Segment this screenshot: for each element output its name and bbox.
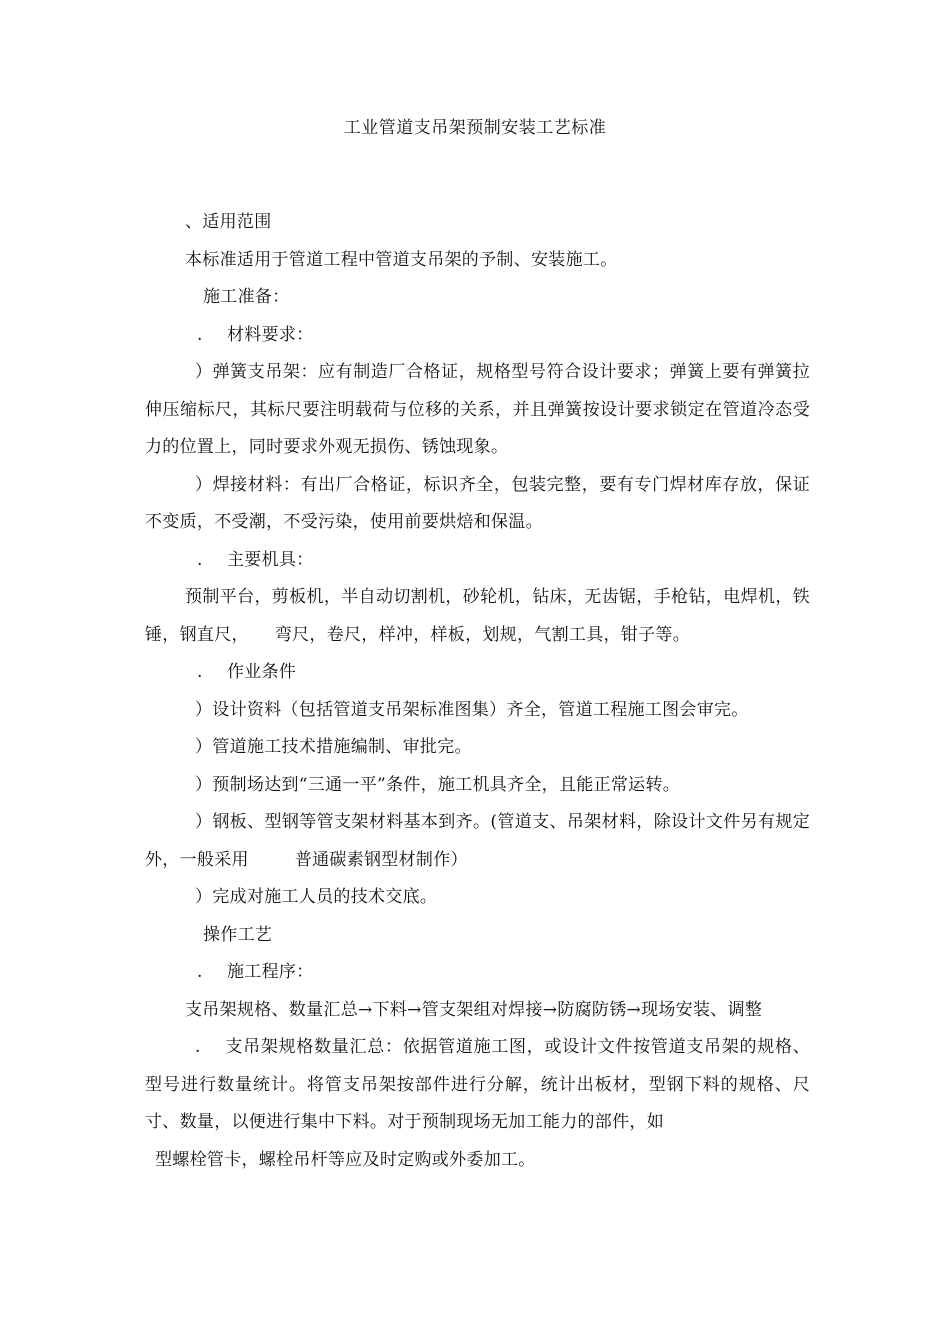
paragraph-design-docs: ）设计资料（包括管道支吊架标准图集）齐全，管道工程施工图会审完。 bbox=[195, 699, 749, 720]
section-heading-text: 作业条件 bbox=[227, 662, 297, 682]
section-marker: . bbox=[197, 324, 203, 345]
paragraph-procedure-heading bbox=[145, 954, 810, 992]
paragraph-material-heading bbox=[145, 317, 810, 355]
section-heading-text: 主要机具： bbox=[227, 549, 314, 570]
paragraph-spring-hanger: ）弹簧支吊架：应有制造厂合格证，规格型号符合设计要求；弹簧上要有弹簧拉伸压缩标尺，其标尺要注明载荷与位移的关系，并且弹簧按设计要求锁定在管道冷态受力的位置上，同时要求外观无损伤、锈蚀现象。 bbox=[145, 362, 810, 457]
paragraph-scope-heading: 、适用范围 bbox=[185, 212, 272, 232]
tools-list-part-a: 预制平台，剪板机，半自动切割机，砂轮机，钻床，无齿锯，手枪钻，电焊机，铁锤，钢直尺， bbox=[145, 587, 810, 645]
section-marker: . bbox=[197, 962, 203, 982]
paragraph-tools-heading bbox=[145, 542, 810, 580]
section-marker: . bbox=[197, 662, 203, 682]
section-heading-text: 材料要求： bbox=[227, 324, 314, 345]
paragraph-operation-heading: 操作工艺 bbox=[203, 924, 273, 945]
materials-part-a: ）钢板、型钢等管支架材料基本到齐。(管道支、吊架材料，除设计文件另有规定外，一般采用 bbox=[145, 812, 810, 870]
section-marker: . bbox=[197, 549, 203, 570]
paragraph-bolt-clamp: 型螺栓管卡，螺栓吊杆等应及时定购或外委加工。 bbox=[155, 1149, 536, 1170]
paragraph-quantity-summary bbox=[145, 1029, 810, 1142]
document-body bbox=[145, 204, 810, 1179]
paragraph-materials-arrived bbox=[145, 804, 810, 879]
document-title: 工业管道支吊架预制安装工艺标准 bbox=[343, 118, 607, 138]
paragraph-conditions-heading bbox=[145, 654, 810, 692]
paragraph-welding-material: ）焊接材料：有出厂合格证，标识齐全，包装完整，要有专门焊材库存放，保证不变质，不受潮，不受污染，使用前要烘焙和保温。 bbox=[145, 474, 810, 532]
tools-list-part-b: 弯尺，卷尺，样冲，样板，划规，气割工具，钳子等。 bbox=[274, 624, 691, 645]
paragraph-technical-briefing: ）完成对施工人员的技术交底。 bbox=[195, 887, 438, 907]
materials-part-b: 普通碳素钢型材制作） bbox=[294, 849, 468, 870]
paragraph-tools-list bbox=[145, 579, 810, 654]
section-heading-text: 施工程序： bbox=[227, 962, 314, 982]
paragraph-scope-text: 本标准适用于管道工程中管道支吊架的予制、安装施工。 bbox=[185, 249, 618, 270]
paragraph-technical-measures: ）管道施工技术措施编制、审批完。 bbox=[195, 737, 472, 757]
quantity-summary-text: 支吊架规格数量汇总：依据管道施工图，或设计文件按管道支吊架的规格、型号进行数量统计。将管支吊架按部件进行分解，统计出板材，型钢下料的规格、尺寸、数量，以便进行集中下料。对于预制现场无加工能力的部件，如 bbox=[145, 1037, 810, 1132]
paragraph-preparation-heading: 施工准备： bbox=[203, 287, 290, 307]
paragraph-site-prepared: ）预制场达到“三通一平”条件，施工机具齐全，且能正常运转。 bbox=[195, 774, 681, 795]
paragraph-procedure-flow: 支吊架规格、数量汇总→下料→管支架组对焊接→防腐防锈→现场安装、调整 bbox=[185, 999, 763, 1020]
section-marker: . bbox=[195, 1037, 201, 1057]
